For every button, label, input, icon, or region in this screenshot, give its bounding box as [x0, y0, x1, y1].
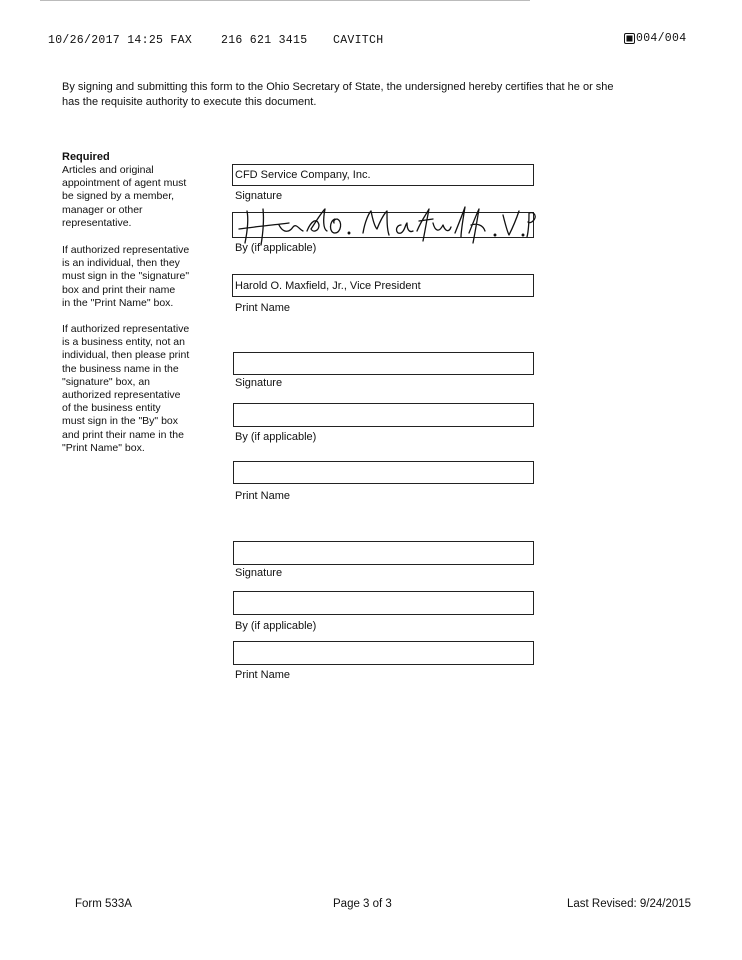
- print-name-box-1[interactable]: [232, 274, 534, 297]
- footer-form-number: Form 533A: [75, 898, 132, 910]
- signature-label-3: Signature: [235, 567, 283, 579]
- fax-page-number: 004/004: [636, 32, 687, 45]
- required-para-2: If authorized representative is an individual, then they must sign in the "signature" box and print their name in the "Print Name" box.: [62, 244, 190, 309]
- handwritten-signature: [233, 203, 535, 247]
- print-name-box-3[interactable]: [233, 641, 534, 665]
- required-para-3: If authorized representative is a business entity, not an individual, then please print the business name in the "signature" box, an authorized representative of the business entity must sign in the "By" box and print their name in the "Print Name" box.: [62, 323, 190, 454]
- required-title: Required: [62, 151, 110, 163]
- print-name-label-3: Print Name: [235, 669, 291, 681]
- by-box-3[interactable]: [233, 591, 534, 615]
- by-box-1[interactable]: [232, 212, 534, 238]
- by-label-3: By (if applicable): [235, 620, 317, 632]
- footer-last-revised: Last Revised: 9/24/2015: [567, 898, 692, 910]
- signature-box-1[interactable]: [232, 164, 534, 186]
- fax-phone: 216 621 3415: [221, 34, 308, 47]
- certification-text: By signing and submitting this form to the Ohio Secretary of State, the undersigned hereby certifies that he or she has the requisite authority to execute this document.: [62, 81, 614, 108]
- signature-label-2: Signature: [235, 377, 283, 389]
- fax-page-icon: [624, 33, 635, 44]
- fax-page-indicator: [624, 32, 686, 45]
- scan-edge-line: [40, 0, 530, 1]
- signature-box-3[interactable]: [233, 541, 534, 565]
- print-name-label-2: Print Name: [235, 490, 291, 502]
- print-name-label-1: Print Name: [235, 302, 291, 314]
- fax-sender: CAVITCH: [333, 34, 384, 47]
- print-name-value-1: Harold O. Maxfield, Jr., Vice President: [235, 280, 421, 292]
- by-label-1: By (if applicable): [235, 242, 317, 254]
- signature-value-1: CFD Service Company, Inc.: [235, 169, 371, 181]
- required-para-1: Articles and original appointment of agent must be signed by a member, manager or other representative.: [62, 164, 187, 229]
- signature-label-1: Signature: [235, 190, 283, 202]
- print-name-box-2[interactable]: [233, 461, 534, 484]
- fax-datetime: 10/26/2017 14:25 FAX: [48, 34, 193, 47]
- signature-box-2[interactable]: [233, 352, 534, 375]
- footer-page-number: Page 3 of 3: [333, 898, 392, 910]
- by-label-2: By (if applicable): [235, 431, 317, 443]
- by-box-2[interactable]: [233, 403, 534, 427]
